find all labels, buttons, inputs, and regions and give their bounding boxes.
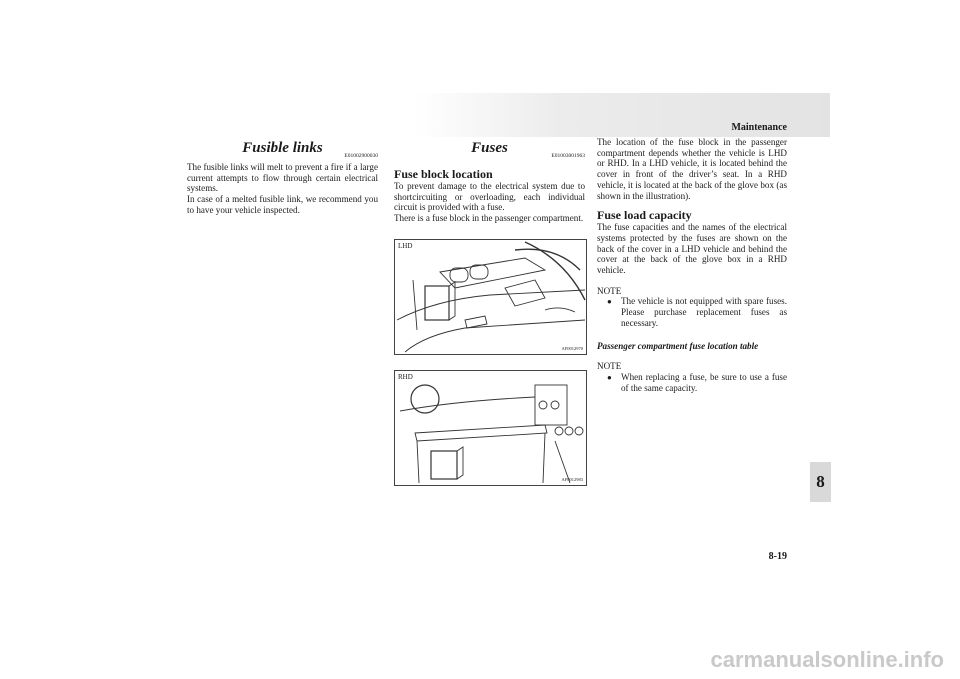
figure-lhd-label: LHD: [398, 242, 413, 250]
fuse-block-paragraph-2: There is a fuse block in the passenger compartment.: [394, 213, 584, 224]
chapter-tab: 8: [810, 462, 831, 502]
note-1-item: [607, 296, 787, 328]
note-1-text: The vehicle is not equipped with spare fuses. Please purchase replacement fuses as necessary.: [621, 296, 787, 328]
rhd-illustration: [395, 371, 586, 485]
lhd-illustration: [395, 240, 586, 354]
column-fusible-links: [187, 137, 378, 216]
watermark: carmanualsonline.info: [710, 647, 944, 672]
note-2-text: When replacing a fuse, be sure to use a fuse of the same capacity.: [621, 371, 787, 393]
fuses-title: Fuses: [471, 140, 508, 156]
fuse-load-capacity-heading: Fuse load capacity: [597, 208, 692, 223]
column-fuses: [394, 137, 585, 224]
note-1-label: NOTE: [597, 285, 622, 296]
fuse-load-capacity-paragraph: The fuse capacities and the names of the electrical systems protected by the fuses are shown on the back of the cover in a LHD vehicle and behind the cover at the back of the glove box in a RHD vehicle.: [597, 222, 787, 276]
page-number: 8-19: [768, 551, 787, 562]
fusible-links-title: Fusible links: [242, 140, 323, 156]
figure-rhd-code: AF0012983: [561, 477, 583, 482]
fusible-links-paragraph-1: The fusible links will melt to prevent a fire if a large current attempts to flow through certain electrical systems.: [187, 162, 378, 194]
note-2-label: NOTE: [597, 361, 622, 372]
fuse-location-paragraph: The location of the fuse block in the passenger compartment depends whether the vehicle is LHD or RHD. In a LHD vehicle, it is located behind the cover in front of the driver’s seat. In a RHD vehicle, it is located at the back of the glove box (as shown in the illustration).: [597, 137, 787, 201]
bullet-icon: ●: [607, 297, 612, 307]
fuse-block-location-heading: Fuse block location: [394, 167, 493, 181]
fuse-location-table-caption: Passenger compartment fuse location table: [597, 340, 759, 351]
note-2-item: [607, 372, 787, 393]
fuses-code: E01003001963: [551, 153, 585, 159]
column-fuse-details: [597, 137, 787, 393]
header-title: Maintenance: [731, 122, 787, 133]
fuse-block-paragraph-1: To prevent damage to the electrical system due to shortcircuiting or overloading, each individual circuit is provided with a fuse.: [394, 181, 585, 213]
bullet-icon: ●: [607, 372, 612, 382]
figure-rhd: [394, 370, 587, 486]
figure-lhd-code: AF0012970: [561, 346, 583, 351]
figure-lhd: [394, 239, 587, 355]
fusible-links-code: E01002900030: [344, 153, 378, 159]
figure-rhd-label: RHD: [398, 373, 413, 381]
fusible-links-paragraph-2: In case of a melted fusible link, we recommend you to have your vehicle inspected.: [187, 194, 378, 215]
